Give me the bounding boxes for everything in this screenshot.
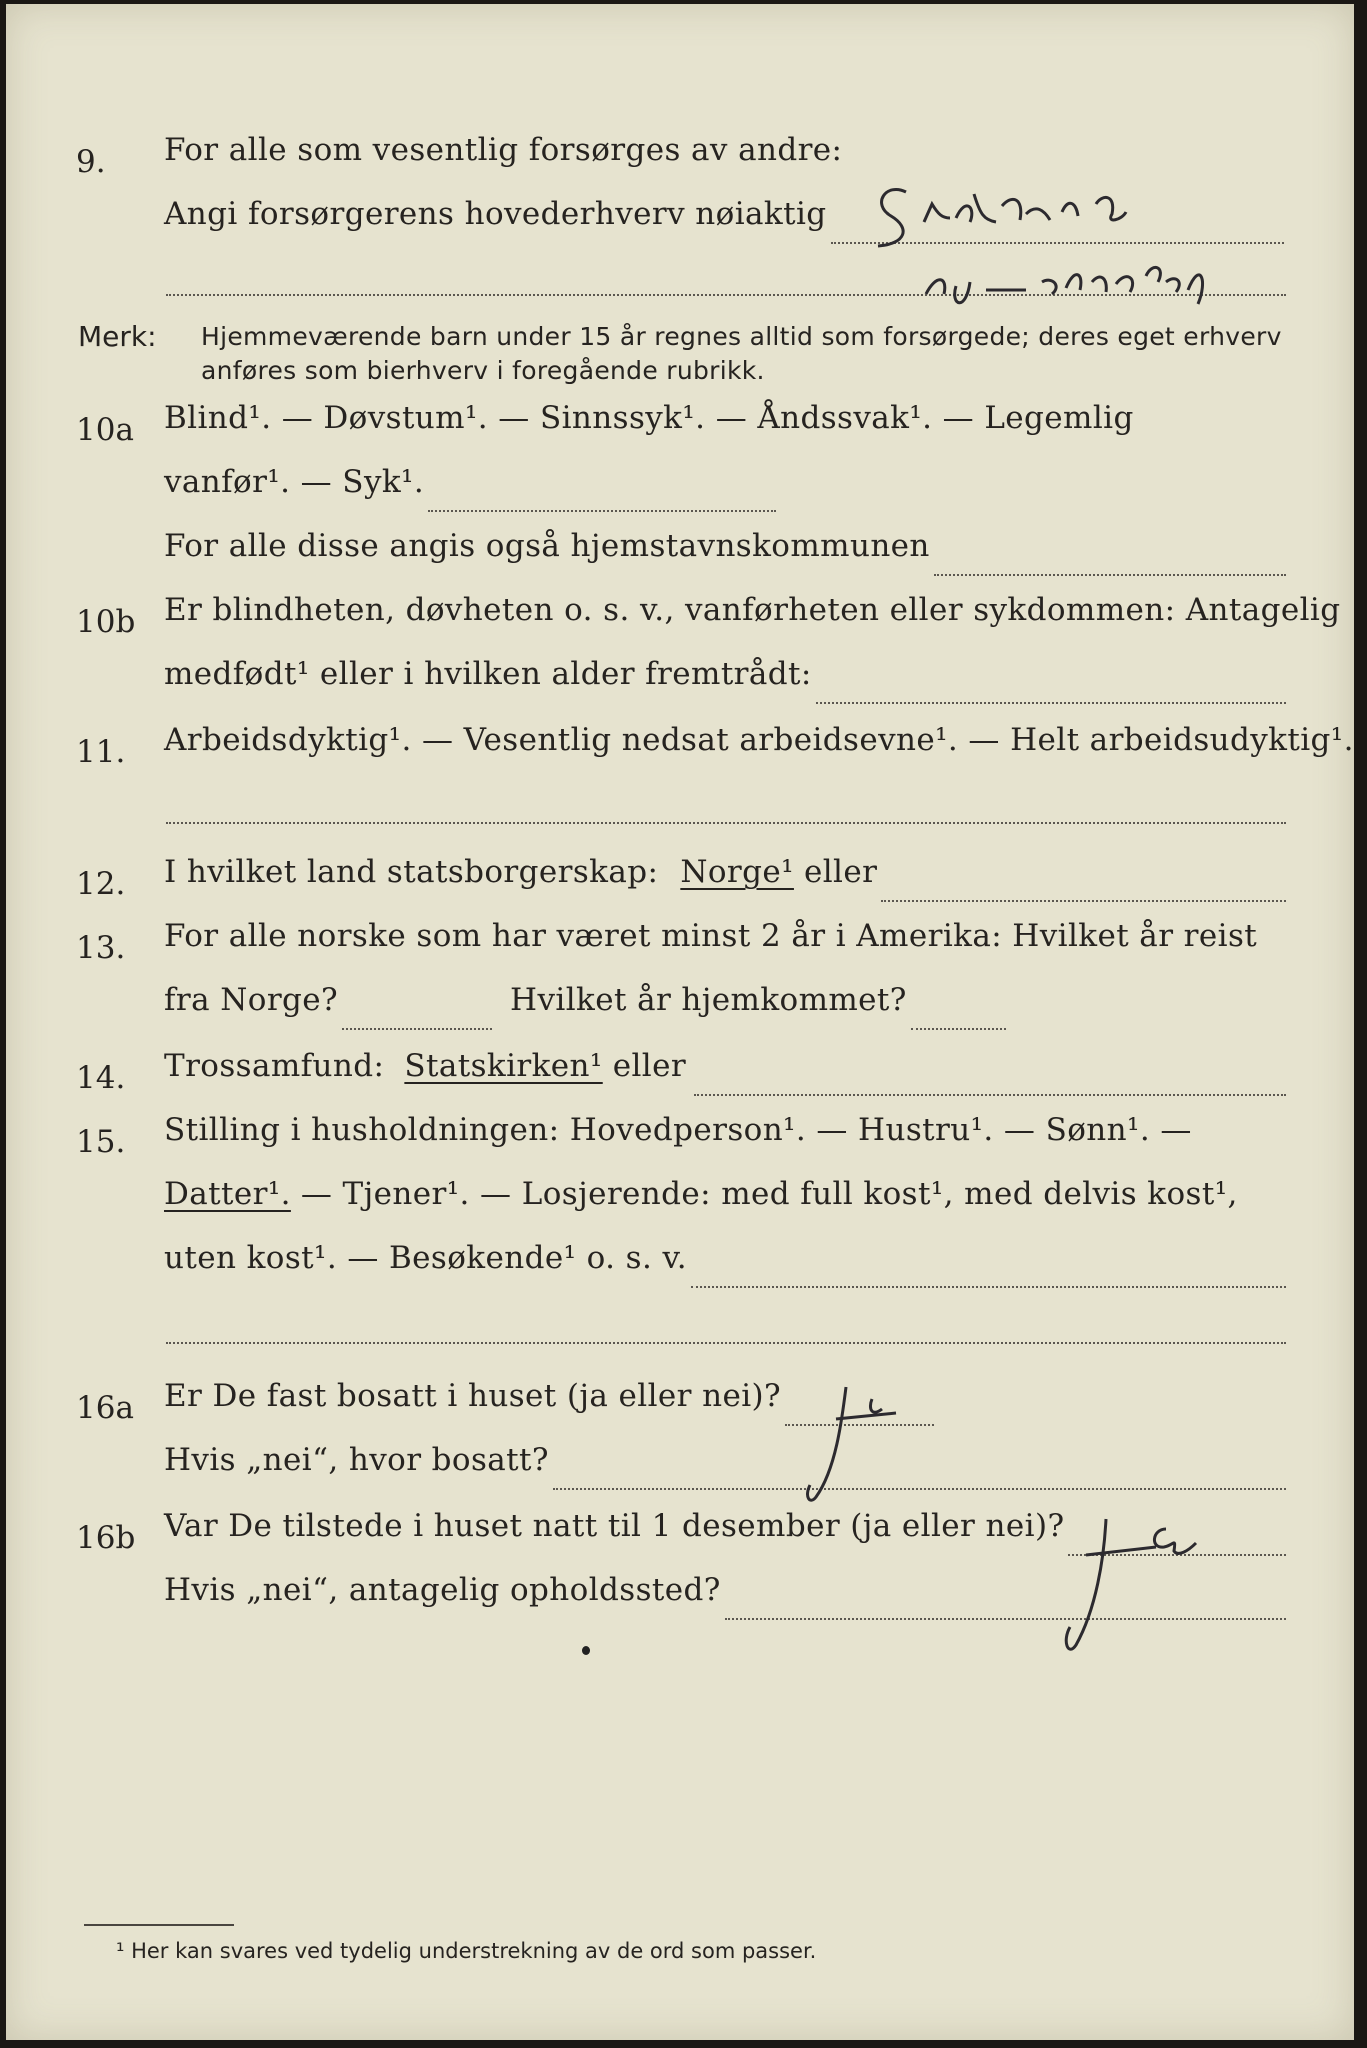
q16a-line2-text: Hvis „nei“, hvor bosatt? (164, 1442, 549, 1478)
q13-line1-text: For alle norske som har været minst 2 år i Amerika: Hvilket år reist (164, 918, 1258, 954)
q16a-line1 (164, 1378, 934, 1440)
q9-line2 (164, 196, 1284, 258)
q15-line3 (164, 1240, 1286, 1302)
q15-line2-rest: — Tjener¹. — Losjerende: med full kost¹, med delvis kost¹, (300, 1176, 1238, 1212)
q9-number: 9. (76, 144, 106, 180)
q10a-number: 10a (76, 412, 134, 448)
q16a-answer-field[interactable] (785, 1424, 934, 1426)
q10a-line3 (164, 528, 1286, 590)
merk-line1: Hjemmeværende barn under 15 år regnes alltid som forsørgede; deres eget erhverv (201, 322, 1282, 351)
q16a-number: 16a (76, 1390, 134, 1426)
q12-suffix: eller (803, 854, 878, 890)
q9-line2-text: Angi forsørgerens hovederhverv nøiaktig (164, 196, 827, 232)
merk-line2: anføres som bierhverv i foregående rubrikk. (201, 356, 765, 385)
q16a-line2 (164, 1442, 1286, 1504)
footnote-rule (84, 1924, 234, 1926)
ink-dot (582, 1646, 590, 1655)
q12-prefix: I hvilket land statsborgerskap: (164, 854, 659, 890)
q11-answer-field[interactable] (166, 822, 1286, 824)
q16a-bosatt-field[interactable] (553, 1488, 1286, 1490)
q15-line1 (164, 1112, 1192, 1174)
footnote: ¹ Her kan svares ved tydelig understrekning av de ord som passer. (116, 1939, 817, 1963)
q12-line (164, 854, 1286, 916)
q10a-line2-text: vanfør¹. — Syk¹. (164, 464, 425, 500)
q14-number: 14. (76, 1060, 126, 1096)
q14-prefix: Trossamfund: (164, 1048, 385, 1084)
q13-line1 (164, 918, 1257, 980)
q13-line2 (164, 982, 1006, 1044)
q16a-line1-text: Er De fast bosatt i huset (ja eller nei)? (164, 1378, 782, 1414)
q16b-opholdssted-field[interactable] (725, 1618, 1286, 1620)
q15-number: 15. (76, 1124, 126, 1160)
q9-line1-text: For alle som vesentlig forsørges av andre: (164, 132, 843, 168)
q10b-answer-field[interactable] (816, 702, 1286, 704)
q16b-answer-field[interactable] (1068, 1554, 1286, 1556)
q9-answer-field[interactable] (831, 242, 1284, 244)
q16b-line1 (164, 1508, 1286, 1570)
merk-label: Merk: (78, 320, 157, 353)
q15-line1-text: Stilling i husholdningen: Hovedperson¹. — Hustru¹. — Sønn¹. — (164, 1112, 1192, 1148)
q14-suffix: eller (612, 1048, 687, 1084)
q10a-hjemstavn-field[interactable] (934, 574, 1286, 576)
q11-line1-text: Arbeidsdyktig¹. — Vesentlig nedsat arbeidsevne¹. — Helt arbeidsudyktig¹. (164, 722, 1354, 758)
q10a-line1-text: Blind¹. — Døvstum¹. — Sinnssyk¹. — Åndssvak¹. — Legemlig (164, 400, 1134, 436)
q10a-syk-field[interactable] (428, 510, 776, 512)
q10a-line3-text: For alle disse angis også hjemstavnskommunen (164, 528, 930, 564)
q14-other-field[interactable] (694, 1094, 1286, 1096)
q13-line2b: Hvilket år hjemkommet? (510, 982, 907, 1018)
q12-option-norge[interactable]: Norge¹ (680, 854, 794, 890)
q10b-line1-text: Er blindheten, døvheten o. s. v., vanførheten eller sykdommen: Antagelig (164, 592, 1341, 628)
q15-line3-text: uten kost¹. — Besøkende¹ o. s. v. (164, 1240, 687, 1276)
q12-number: 12. (76, 866, 126, 902)
q10b-line1 (164, 592, 1340, 654)
q10b-line2 (164, 656, 1286, 718)
q12-other-field[interactable] (881, 900, 1286, 902)
q16b-number: 16b (76, 1520, 136, 1556)
q13-hjemkommet-field[interactable] (911, 1028, 1006, 1030)
q13-number: 13. (76, 930, 126, 966)
q10b-number: 10b (76, 604, 136, 640)
q9-line1 (164, 132, 842, 194)
q13-reist-field[interactable] (342, 1028, 492, 1030)
q11-number: 11. (76, 734, 126, 770)
q15-other-field[interactable] (691, 1286, 1286, 1288)
q15-option-datter[interactable]: Datter¹. (164, 1176, 291, 1212)
q15-line2 (164, 1176, 1238, 1238)
q16b-line1-text: Var De tilstede i huset natt til 1 desember (ja eller nei)? (164, 1508, 1065, 1544)
q16b-line2-text: Hvis „nei“, antagelig opholdssted? (164, 1572, 721, 1608)
q11-line1 (164, 722, 1354, 784)
census-form-page (6, 4, 1354, 2040)
q14-line (164, 1048, 1286, 1110)
q14-option-statskirken[interactable]: Statskirken¹ (404, 1048, 603, 1084)
q15-answer-field-line2[interactable] (166, 1342, 1286, 1344)
q10a-line2 (164, 464, 776, 526)
q13-line2a: fra Norge? (164, 982, 339, 1018)
q9-answer-field-line2[interactable] (166, 294, 1286, 296)
q16b-line2 (164, 1572, 1286, 1634)
q10a-line1 (164, 400, 1134, 462)
q10b-line2-text: medfødt¹ eller i hvilken alder fremtrådt: (164, 656, 812, 692)
